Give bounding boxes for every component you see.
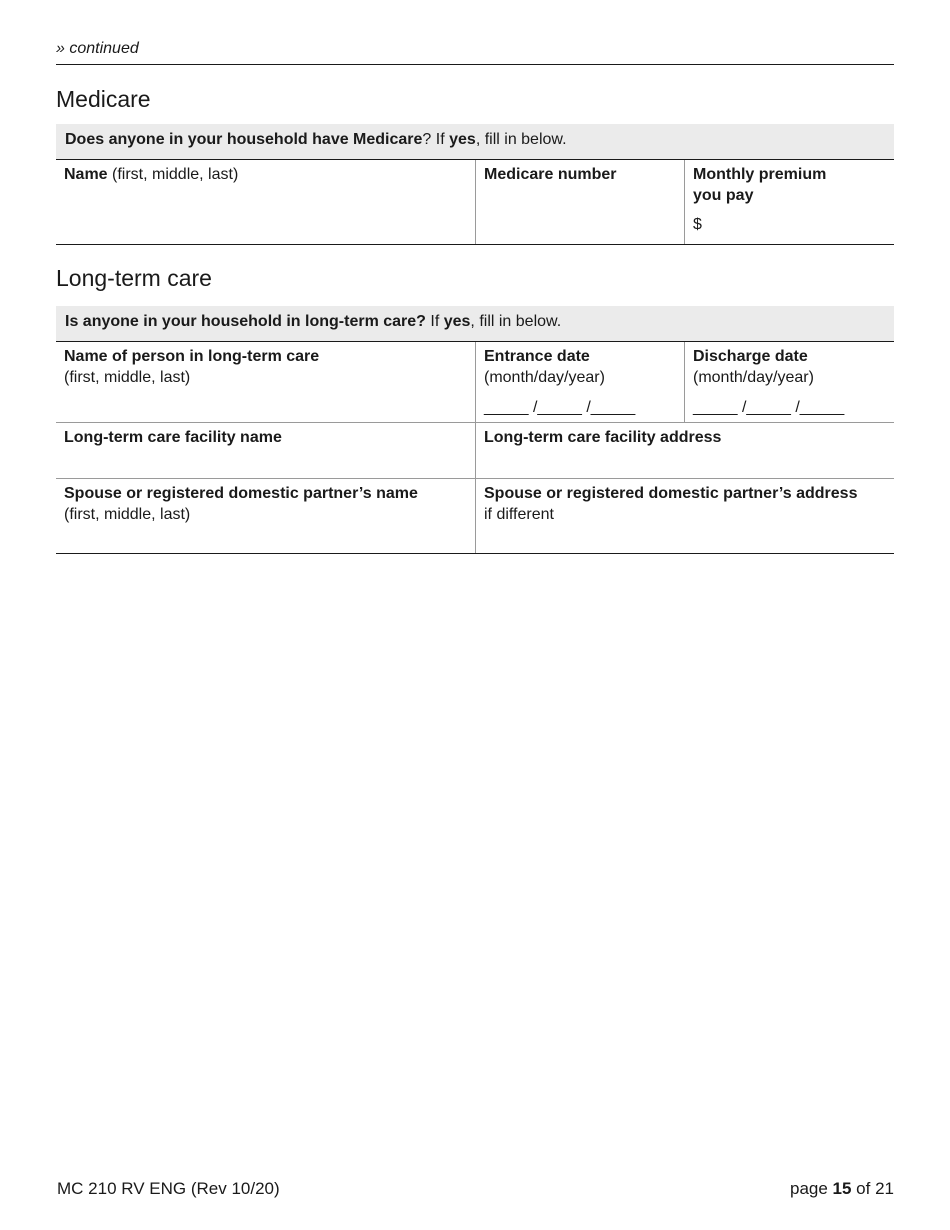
spouse-name-hint: (first, middle, last) [64, 506, 191, 523]
ltc-question-end: , fill in below. [470, 313, 562, 330]
medicare-number-field[interactable] [475, 160, 684, 244]
page-total: of 21 [851, 1179, 894, 1198]
medicare-name-field[interactable] [56, 160, 475, 244]
medicare-question [56, 124, 894, 159]
ltc-question-bold: Is anyone in your household in long-term care? [65, 313, 426, 330]
spouse-name-label: Spouse or registered domestic partner’s name [64, 485, 418, 502]
ltc-question-mid: If [425, 313, 444, 330]
ltc-table [56, 341, 894, 554]
entrance-date-field[interactable] [475, 342, 684, 422]
facility-name-label: Long-term care facility name [64, 429, 282, 446]
ltc-person-name-field[interactable] [56, 342, 475, 422]
ltc-row-facility [56, 422, 894, 478]
entrance-date-blanks[interactable]: _____ /_____ /_____ [484, 399, 636, 416]
spouse-address-hint: if different [484, 506, 554, 523]
spouse-address-label: Spouse or registered domestic partner’s address [484, 485, 858, 502]
form-id: MC 210 RV ENG (Rev 10/20) [57, 1179, 280, 1198]
medicare-name-label: Name [64, 166, 108, 183]
ltc-person-name-hint: (first, middle, last) [64, 369, 191, 386]
ltc-title: Long-term care [56, 265, 212, 291]
page-word: page [789, 1179, 833, 1198]
header-rule [56, 64, 894, 65]
spouse-name-field[interactable] [56, 479, 475, 553]
discharge-date-label: Discharge date [693, 348, 808, 365]
dollar-sign: $ [693, 216, 702, 233]
continued-label: » continued [56, 40, 139, 57]
medicare-row [56, 160, 894, 244]
facility-address-field[interactable] [475, 423, 894, 478]
medicare-question-mid: ? If [422, 131, 450, 148]
medicare-question-end: , fill in below. [475, 131, 567, 148]
premium-label-line2: you pay [693, 187, 754, 204]
spouse-address-field[interactable] [475, 479, 894, 553]
page-current: 15 [832, 1179, 852, 1198]
ltc-question [56, 306, 894, 341]
entrance-date-hint: (month/day/year) [484, 369, 605, 386]
premium-label-line1: Monthly premium [693, 166, 827, 183]
ltc-question-yes: yes [443, 313, 471, 330]
medicare-question-yes: yes [449, 131, 476, 148]
page-number [790, 1179, 894, 1199]
discharge-date-hint: (month/day/year) [693, 369, 814, 386]
discharge-date-field[interactable] [684, 342, 894, 422]
medicare-name-hint: (first, middle, last) [107, 166, 239, 183]
ltc-person-name-label: Name of person in long-term care [64, 348, 320, 365]
ltc-row-person [56, 342, 894, 422]
medicare-title: Medicare [56, 86, 151, 112]
entrance-date-label: Entrance date [484, 348, 590, 365]
medicare-table [56, 159, 894, 245]
monthly-premium-field[interactable] [684, 160, 894, 244]
facility-name-field[interactable] [56, 423, 475, 478]
ltc-row-spouse [56, 478, 894, 553]
discharge-date-blanks[interactable]: _____ /_____ /_____ [693, 399, 845, 416]
medicare-question-bold: Does anyone in your household have Medicare [65, 131, 423, 148]
medicare-number-label: Medicare number [484, 166, 617, 183]
facility-address-label: Long-term care facility address [484, 429, 722, 446]
